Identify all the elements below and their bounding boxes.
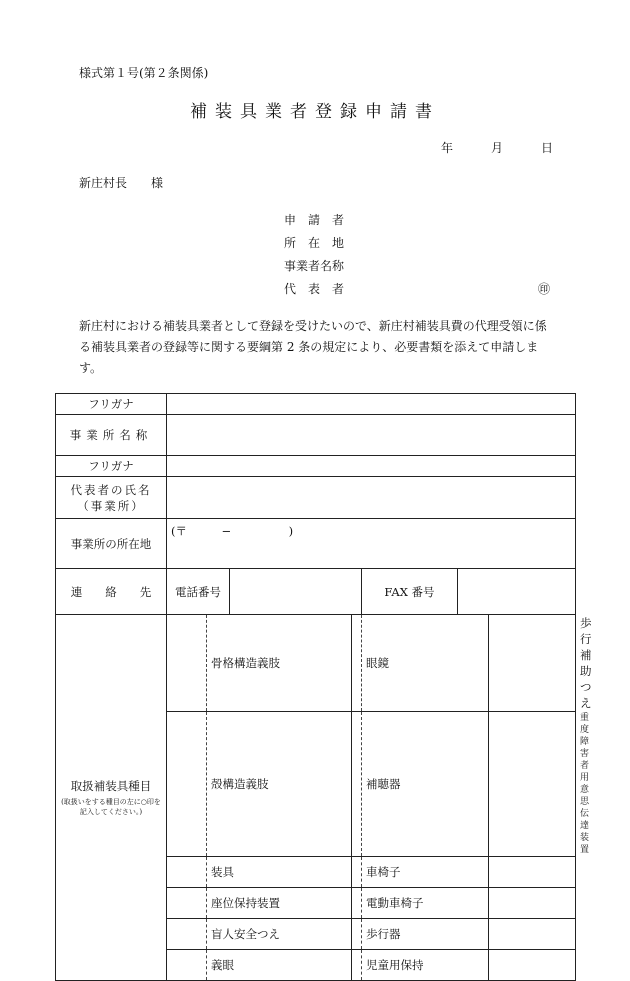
rep-name-label xyxy=(56,477,167,519)
category-item: 殻構造義肢 xyxy=(207,712,352,857)
category-item: 義眼 xyxy=(207,950,352,981)
category-mark-cell[interactable] xyxy=(167,888,207,919)
category-mark-cell[interactable] xyxy=(352,888,362,919)
registration-form-table: フリガナ 事業所名称 フリガナ 代表者の氏名 （事業所） 事業所の所在地 (〒 − ) 連 絡 先 電話番号 FAX 番号 取扱補装具種目 (取扱いをする種目の左に○印を記入してください。) 骨格構造義肢 眼鏡 歩行補助つえ 殻構造義肢 補聴器 重度障害者用意思伝達装置 装具 車椅子 座位保持装置 電動車椅子 盲人安全つえ 歩行器 義眼 児童用保持 xyxy=(55,393,576,981)
applicant-label: 申 請 者 xyxy=(284,213,345,227)
form-reference: 様式第１号(第２条関係) xyxy=(79,66,209,80)
category-mark-cell[interactable] xyxy=(352,919,362,950)
furigana-label-2: フリガナ xyxy=(56,456,167,477)
category-note: (取扱いをする種目の左に○印を記入してください。) xyxy=(61,798,161,816)
office-name-furigana-field[interactable] xyxy=(167,394,576,415)
postal-code-prefix: (〒 − ) xyxy=(171,524,294,538)
fax-field[interactable] xyxy=(458,569,576,615)
office-address-label: 事業所の所在地 xyxy=(56,519,167,569)
category-item: 車椅子 xyxy=(362,857,489,888)
document-title: 補装具業者登録申請書 xyxy=(190,102,440,122)
category-mark-cell[interactable] xyxy=(167,919,207,950)
category-mark-cell[interactable] xyxy=(489,919,576,950)
category-mark-cell[interactable] xyxy=(167,712,207,857)
category-mark-cell[interactable] xyxy=(489,857,576,888)
representative-label: 代 表 者 xyxy=(284,282,345,296)
rep-name-furigana-field[interactable] xyxy=(167,456,576,477)
category-mark-cell[interactable] xyxy=(489,888,576,919)
fax-label: FAX 番号 xyxy=(362,569,458,615)
category-item: 骨格構造義肢 xyxy=(207,615,352,712)
category-mark-cell[interactable] xyxy=(352,712,362,857)
rep-name-label-line1: 代表者の氏名 xyxy=(70,482,152,497)
address-label: 所 在 地 xyxy=(284,236,345,250)
date-day-label: 日 xyxy=(541,141,554,155)
business-name-label: 事業者名称 xyxy=(284,259,345,273)
category-item: 眼鏡 xyxy=(362,615,489,712)
category-item: 児童用保持 xyxy=(362,950,489,981)
date-month-label: 月 xyxy=(491,141,504,155)
category-item: 歩行器 xyxy=(362,919,489,950)
category-mark-cell[interactable] xyxy=(489,950,576,981)
furigana-label: フリガナ xyxy=(56,394,167,415)
category-label: 取扱補装具種目 xyxy=(70,779,152,793)
category-mark-cell[interactable] xyxy=(167,857,207,888)
application-statement: 新庄村における補装具業者として登録を受けたいので、新庄村補装具費の代理受領に係る補装具業者の登録等に関する要綱第 2 条の規定により、必要書類を添えて申請します。 xyxy=(79,319,547,375)
category-mark-cell[interactable] xyxy=(489,712,576,857)
seal-mark: ㊞ xyxy=(538,282,551,296)
category-mark-cell[interactable] xyxy=(352,950,362,981)
category-item: 装具 xyxy=(207,857,352,888)
office-name-field[interactable] xyxy=(167,415,576,456)
addressee: 新庄村長 様 xyxy=(79,176,164,190)
category-mark-cell[interactable] xyxy=(489,615,576,712)
date-year-label: 年 xyxy=(441,141,454,155)
office-address-field[interactable] xyxy=(167,519,576,569)
category-mark-cell[interactable] xyxy=(352,615,362,712)
rep-name-field[interactable] xyxy=(167,477,576,519)
phone-field[interactable] xyxy=(230,569,362,615)
category-mark-cell[interactable] xyxy=(167,950,207,981)
rep-name-label-line2: （事業所） xyxy=(77,498,145,513)
category-mark-cell[interactable] xyxy=(352,857,362,888)
category-item: 座位保持装置 xyxy=(207,888,352,919)
category-mark-cell[interactable] xyxy=(167,615,207,712)
category-item: 電動車椅子 xyxy=(362,888,489,919)
phone-label: 電話番号 xyxy=(167,569,230,615)
category-item: 補聴器 xyxy=(362,712,489,857)
office-name-label: 事業所名称 xyxy=(56,415,167,456)
contact-label: 連 絡 先 xyxy=(56,569,167,615)
category-item: 盲人安全つえ xyxy=(207,919,352,950)
category-label-cell xyxy=(56,615,167,981)
